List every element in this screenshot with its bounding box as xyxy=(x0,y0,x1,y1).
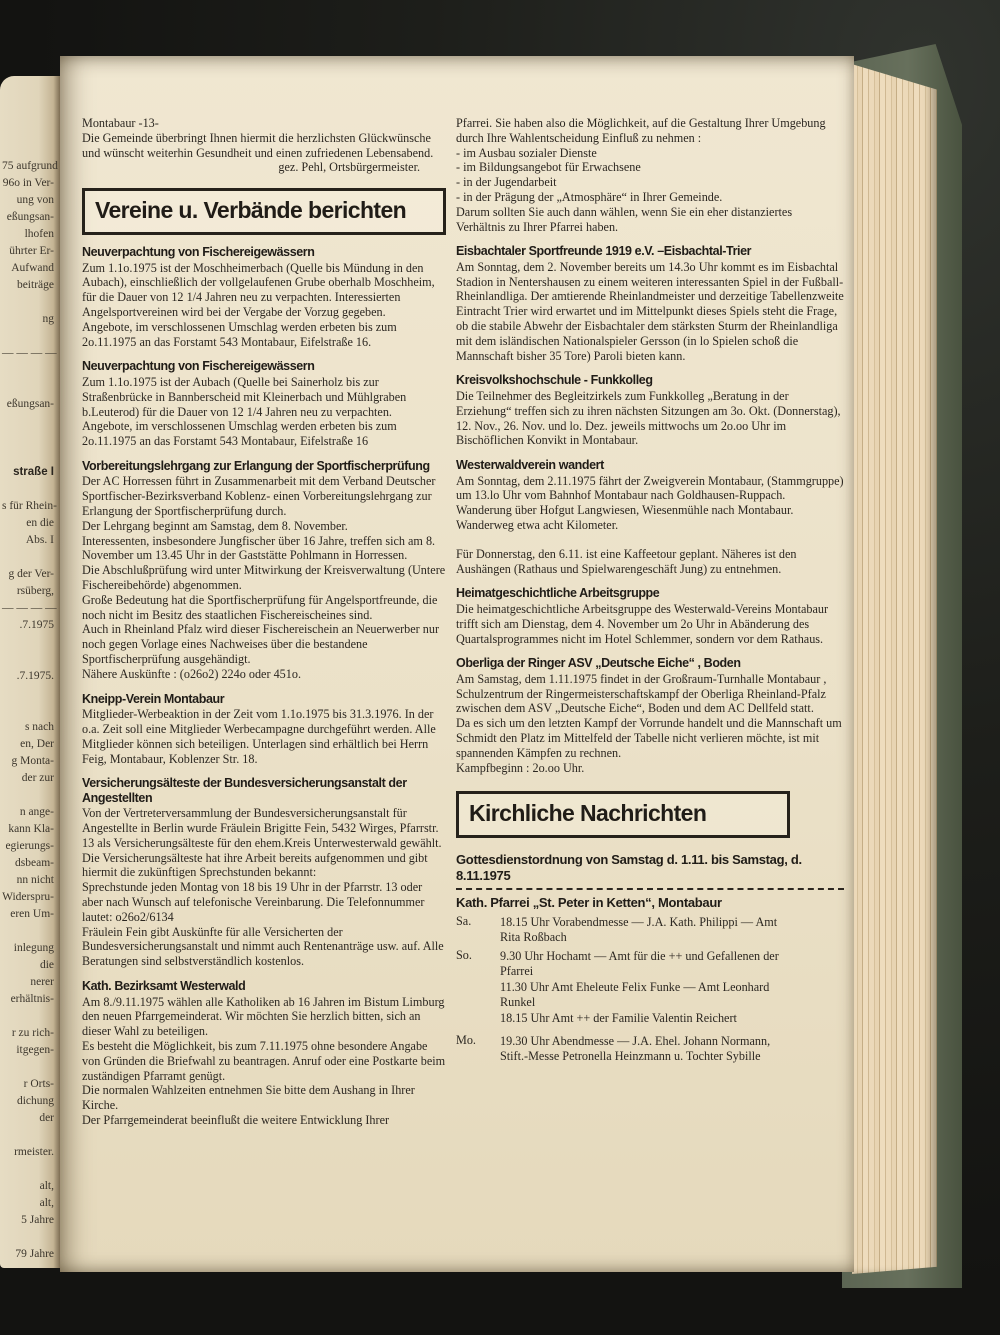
previous-page-text xyxy=(0,76,62,1263)
previous-page-text-fragment: s für Rhein- xyxy=(2,500,57,512)
section-heading: Heimatgeschichtliche Arbeitsgruppe xyxy=(456,586,660,601)
previous-page-text-fragment: ng xyxy=(42,313,54,325)
section-heading: Versicherungsälteste der Bundesversicherungsanstalt der Angestellten xyxy=(82,776,407,805)
left-column xyxy=(82,116,446,1128)
continued-article-line: - im Bildungsangebot für Erwachsene xyxy=(456,160,641,175)
previous-page-text-fragment xyxy=(2,685,54,702)
banner-kirchliche-label: Kirchliche Nachrichten xyxy=(469,800,707,827)
previous-page-text-fragment: der xyxy=(39,1112,54,1124)
section-paragraph: Die normalen Wahlzeiten entnehmen Sie bitte dem Aushang in Ihrer Kirche. xyxy=(82,1083,415,1113)
previous-page-text-fragment: 79 Jahre xyxy=(15,1248,54,1260)
section-paragraph: Fräulein Fein gibt Auskünfte für alle Versicherten der Bundesversicherungsanstalt und nimmt auch Rentenanträge usw. auf. Alle Beratungen sind selbstverständlich kostenlos. xyxy=(82,924,444,969)
previous-page-text-fragment: g Monta- xyxy=(11,755,54,767)
previous-page-text-fragment xyxy=(2,481,54,498)
parish-heading: Kath. Pfarrei „St. Peter in Ketten“, Montabaur xyxy=(456,895,722,911)
previous-page-text-fragment: kann Kla- xyxy=(8,823,54,835)
previous-page-text-fragment: nerer xyxy=(30,976,54,988)
page-edges xyxy=(852,58,937,1274)
continued-article-line: - in der Jugendarbeit xyxy=(456,175,557,190)
previous-page-text-fragment xyxy=(2,447,54,464)
schedule-entry: 19.30 Uhr Abendmesse — J.A. Ehel. Johann Normann, Stift.-Messe Petronella Heinzmann u. Tochter Sybille xyxy=(500,1034,771,1064)
previous-page-text-fragment: 96o in Ver- xyxy=(2,177,54,189)
section-paragraph: Nähere Auskünfte : (o26o2) 224o oder 451o. xyxy=(82,666,301,681)
section-heading: Oberliga der Ringer ASV „Deutsche Eiche“ , Boden xyxy=(456,656,741,671)
previous-page-text-fragment: alt, xyxy=(39,1197,54,1209)
previous-page-text-fragment xyxy=(2,294,54,311)
section-heading: Vorbereitungslehrgang zur Erlangung der Sportfischerprüfung xyxy=(82,458,430,473)
previous-page-text-fragment xyxy=(2,1229,54,1246)
continued-article-line: - in der Prägung der „Atmosphäre“ in Ihrer Gemeinde. xyxy=(456,189,723,204)
previous-page-text-fragment: dsbeam- xyxy=(15,857,54,869)
section-heading: Neuverpachtung von Fischereigewässern xyxy=(82,359,315,374)
newsletter-page xyxy=(60,56,854,1272)
section-heading: Westerwaldverein wandert xyxy=(456,458,604,473)
section-heading: Kreisvolkshochschule - Funkkolleg xyxy=(456,373,653,388)
previous-page-text-fragment: .7.1975 xyxy=(19,619,54,631)
previous-page-text-fragment xyxy=(2,379,54,396)
service-order-heading: Gottesdienstordnung von Samstag d. 1.11. bis Samstag, d. 8.11.1975 xyxy=(456,852,802,884)
section-heading: Kneipp-Verein Montabaur xyxy=(82,691,225,706)
continued-article-line: Pfarrei. Sie haben also die Möglichkeit, auf die Gestaltung Ihrer Umgebung durch Ihre Wahlentscheidung Einfluß zu nehmen : xyxy=(456,116,826,145)
section-heading: Kath. Bezirksamt Westerwald xyxy=(82,979,246,994)
previous-page-text-fragment xyxy=(2,413,54,430)
previous-page-text-fragment xyxy=(2,1059,54,1076)
previous-page-text-fragment xyxy=(2,651,54,668)
mass-schedule xyxy=(456,914,844,1064)
previous-page-text-fragment: lhofen xyxy=(24,228,54,240)
schedule-entries xyxy=(500,948,800,1026)
previous-page-text-fragment xyxy=(2,1127,54,1144)
schedule-entries xyxy=(500,1033,800,1064)
section-paragraph: Mitglieder-Werbeaktion in der Zeit vom 1.1o.1975 bis 31.3.1976. In der o.a. Zeit soll eine Mitglieder Werbecampagne durchgeführt werden. Alle Mitglieder können sich beteiligen. Unterlagen sind erhältlich bei Herrn Feig, Montabaur, Koblenzer Str. 18. xyxy=(82,707,436,766)
previous-page-text-fragment xyxy=(2,787,54,804)
intro-paragraph: Die Gemeinde überbringt Ihnen hiermit die herzlichsten Glückwünsche und wünscht weiterhin Gesundheit und einen zufriedenen Lebensabend. xyxy=(82,130,434,160)
previous-page-text-fragment: — — — — xyxy=(2,602,57,614)
previous-page-text-fragment: der zur xyxy=(21,772,54,784)
previous-page-text-fragment: 5 Jahre xyxy=(21,1214,54,1226)
section-paragraph: Interessenten, insbesondere Jungfischer über 16 Jahre, treffen sich am 8. November um 13.45 Uhr in der Gaststätte Pohlmann in Horressen. xyxy=(82,533,436,563)
previous-page-text-fragment xyxy=(2,362,54,379)
intro-location-line: Montabaur -13- xyxy=(82,116,159,130)
previous-page-text-fragment: dichung xyxy=(16,1095,54,1107)
section-paragraph: Wanderung über Hofgut Langwiesen, Wiesenmühle nach Montabaur. Wanderweg etwa acht Kilometer. xyxy=(456,503,794,533)
section-paragraph: Angebote, im verschlossenen Umschlag werden erbeten bis zum 2o.11.1975 an das Forstamt 543 Montabaur, Eifelstraße 16 xyxy=(82,419,397,449)
previous-page-text-fragment: die xyxy=(39,959,54,971)
previous-page-text-fragment: r Orts- xyxy=(23,1078,54,1090)
schedule-day: Mo. xyxy=(456,1033,476,1048)
section-paragraph: Sprechstunde jeden Montag von 18 bis 19 Uhr in der Pfarrstr. 13 oder aber nach Wunsch auf telefonische Vereinbarung. Die Telefonnummer lautet: o26o2/6134 xyxy=(82,880,425,924)
schedule-entry: 9.30 Uhr Hochamt — Amt für die ++ und Gefallenen der Pfarrei xyxy=(500,949,779,979)
section-paragraph: Der Lehrgang beginnt am Samstag, dem 8. November. xyxy=(82,518,348,533)
left-sections xyxy=(82,245,446,1128)
schedule-day: Sa. xyxy=(456,914,472,929)
schedule-entry: 11.30 Uhr Amt Eheleute Felix Funke — Amt Leonhard Runkel xyxy=(500,980,770,1010)
previous-page-text-fragment: ührter Er- xyxy=(9,245,54,257)
section-paragraph: Am Samstag, dem 1.11.1975 findet in der Großraum-Turnhalle Montabaur , Schulzentrum der Ringermeisterschaftskampf der Oberliga Rheinland-Pfalz zwischen dem ASV „Deutsche Eiche“, Boden und dem AC Dellfeld statt. xyxy=(456,671,827,716)
previous-page-text-fragment xyxy=(2,634,54,651)
previous-page-text-fragment xyxy=(2,702,54,719)
previous-page-text-fragment: erhältnis- xyxy=(10,993,54,1005)
previous-page-text-fragment: en die xyxy=(26,517,54,529)
previous-page-text-fragment xyxy=(2,1161,54,1178)
previous-page-text-fragment: Aufwand xyxy=(11,262,54,274)
section-heading: Neuverpachtung von Fischereigewässern xyxy=(82,245,315,260)
banner-vereine-verbaende xyxy=(82,188,446,235)
previous-page-text-fragment: beiträge xyxy=(16,279,54,291)
section-paragraph: Große Bedeutung hat die Sportfischerprüfung für Angelsportfreunde, die noch nicht im Besitz des staatlichen Fischereischeines sind. xyxy=(82,592,438,622)
banner-kirchliche-nachrichten xyxy=(456,791,790,838)
section-paragraph: Der AC Horressen führt in Zusammenarbeit mit dem Verband Deutscher Sportfischer-Bezirksverband Koblenz- einen Vorbereitungslehrgang zur Erlangung der Sportfischerprüfung durch. xyxy=(82,474,436,519)
previous-page-text-fragment: n ange- xyxy=(19,806,54,818)
previous-page-text-fragment: rsüberg, xyxy=(16,585,54,597)
previous-page-text-fragment xyxy=(2,328,54,345)
previous-page-text-fragment: s nach xyxy=(24,721,54,733)
previous-page-text-fragment: egierungs- xyxy=(5,840,54,852)
previous-page-edge xyxy=(0,76,62,1268)
signature-line: gez. Pehl, Ortsbürgermeister. xyxy=(278,160,420,175)
section-paragraph: Die Teilnehmer des Begleitzirkels zum Funkkolleg „Beratung in der Erziehung“ treffen sich zu ihren nächsten Sitzungen am 3o. Okt. (Donnerstag), 12. Nov., 26. Nov. und lo. Dez. jeweils mittwochs um 2o.oo Uhr im Bischöflichen Konvikt in Montabaur. xyxy=(456,388,841,448)
previous-page-text-fragment: en, Der xyxy=(20,738,54,750)
previous-page-text-fragment: r zu rich- xyxy=(11,1027,54,1039)
previous-page-text-fragment: nn nicht xyxy=(16,874,54,886)
previous-page-text-fragment: eren Um- xyxy=(10,908,54,920)
previous-page-text-fragment xyxy=(2,549,54,566)
previous-page-text-fragment: rmeister. xyxy=(14,1146,54,1158)
previous-page-text-fragment: .7.1975. xyxy=(16,670,54,682)
previous-page-text-fragment: straße I xyxy=(13,466,54,478)
section-paragraph: Kampfbeginn : 2o.oo Uhr. xyxy=(456,760,585,775)
schedule-day: So. xyxy=(456,948,472,963)
previous-page-text-fragment: — — — — xyxy=(2,347,57,359)
previous-page-text-fragment: inlegung xyxy=(13,942,54,954)
continued-article-line: - im Ausbau sozialer Dienste xyxy=(456,145,597,160)
section-paragraph: Da es sich um den letzten Kampf der Vorrunde handelt und die Mannschaft um Schmidt den Platz im Mittelfeld der Tabelle nicht verlieren möchte, ist mit spannenden Kämpfen zu rechnen. xyxy=(456,716,842,760)
dashed-divider xyxy=(456,888,844,890)
section-paragraph: Für Donnerstag, den 6.11. ist eine Kaffeetour geplant. Näheres ist den Aushängen (Rathaus und Spielwarengeschäft Jung) zu entnehmen. xyxy=(456,546,797,576)
right-sections xyxy=(456,244,844,775)
section-paragraph: Die Abschlußprüfung wird unter Mitwirkung der Kreisverwaltung (Untere Fischereibehörde) abgenommen. xyxy=(82,563,446,593)
schedule-row xyxy=(456,914,844,945)
section-paragraph: Am Sonntag, dem 2. November bereits um 14.3o Uhr kommt es im Eisbachtal Stadion in Nentershausen zu einem weiteren interessanten Spiel in der Fußball-Rheinlandliga. Der amtierende Rheinlandmeister und derzeitige Tabellenzweite Eintracht Trier wird erwartet und im Mittelpunkt dieses Spiels steht die Frage, ob die stabile Abwehr der Eisbachtaler dem stärksten Sturm der Rheinlandliga mit dem isländischen Nationalspieler Gersson (in lo Spielen schoß die Mannschaft bisher 35 Tore) Paroli bieten kann. xyxy=(456,259,844,363)
previous-page-text-fragment: eßungsan- xyxy=(6,211,54,223)
right-column xyxy=(456,116,844,1064)
previous-page-text-fragment xyxy=(2,430,54,447)
section-paragraph: Die heimatgeschichtliche Arbeitsgruppe des Westerwald-Vereins Montabaur trifft sich am Dienstag, dem 4. November um 2o Uhr in Abänderung des Quartalsprogrammes nicht im Hotel Schlemmer, sondern vor dem Rathaus. xyxy=(456,601,829,646)
schedule-entries xyxy=(500,914,800,945)
section-heading: Eisbachtaler Sportfreunde 1919 e.V. –Eisbachtal-Trier xyxy=(456,244,752,259)
section-paragraph: Es besteht die Möglichkeit, bis zum 7.11.1975 ohne besondere Angabe von Gründen die Briefwahl zu beantragen. Anruf oder eine Postkarte beim zuständigen Pfarramt genügt. xyxy=(82,1038,446,1083)
schedule-entry: 18.15 Uhr Vorabendmesse — J.A. Kath. Philippi — Amt Rita Roßbach xyxy=(500,915,778,945)
previous-page-text-fragment xyxy=(2,1008,54,1025)
continued-article-line: Darum sollten Sie auch dann wählen, wenn Sie ein eher distanziertes Verhältnis zu Ihrer Pfarrei haben. xyxy=(456,204,793,234)
section-paragraph: Zum 1.1o.1975 ist der Moschheimerbach (Quelle bis Mündung in den Aubach), einschließlich der vollgelaufenen Grube oberhalb Moschheim, für die Dauer von 12 1/4 Jahren neu zu verpachten. Interessierten Angelsportvereinen wird bei der Vergabe der Vorzug gegeben. xyxy=(82,260,435,320)
section-paragraph: Von der Vertreterversammlung der Bundesversicherungsanstalt für Angestellte in Berlin wurde Fräulein Brigitte Fein, 5432 Wirges, Pfarrstr. 13 als Versicherungsälteste für den ehem.Kreis Unterwesterwald gewählt. Die Versicherungsälteste hat ihre Arbeit bereits aufgenommen und gibt hiermit die zukünftigen Sprechstunden bekannt: xyxy=(82,806,442,880)
schedule-entry: 18.15 Uhr Amt ++ der Familie Valentin Reichert xyxy=(500,1011,737,1026)
previous-page-text-fragment: ung von xyxy=(16,194,54,206)
previous-page-text-fragment: eßungsan- xyxy=(6,398,54,410)
section-paragraph: Der Pfarrgemeinderat beeinflußt die weitere Entwicklung Ihrer xyxy=(82,1112,390,1127)
previous-page-text-fragment: alt, xyxy=(39,1180,54,1192)
previous-page-text-fragment: g der Ver- xyxy=(8,568,54,580)
previous-page-text-fragment: Widerspru- xyxy=(2,891,54,903)
previous-page-text-fragment: Abs. I xyxy=(25,534,54,546)
previous-page-text-fragment: itgegen- xyxy=(16,1044,54,1056)
schedule-row xyxy=(456,948,844,1026)
section-paragraph: Zum 1.1o.1975 ist der Aubach (Quelle bei Sainerholz bis zur Straßenbrücke in Bannberscheid mit Kleinerbach und Mühlgraben b.Leuterod) für die Dauer von 12 1/4 Jahren neu zu verpachten. xyxy=(82,374,407,419)
previous-page-text-fragment: 75 aufgrund xyxy=(2,160,58,172)
schedule-row xyxy=(456,1033,844,1064)
section-paragraph: Angebote, im verschlossenen Umschlag werden erbeten bis zum 2o.11.1975 an das Forstamt 543 Montabaur, Eifelstraße 16. xyxy=(82,319,397,349)
continued-article xyxy=(456,116,844,234)
previous-page-text-fragment xyxy=(2,923,54,940)
section-paragraph: Auch in Rheinland Pfalz wird dieser Fischereischein an Neuerwerber nur noch gegen Vorlage eines Nachweises über die bestandene Sportfischerprüfung ausgehändigt. xyxy=(82,622,440,667)
section-paragraph: Am Sonntag, dem 2.11.1975 fährt der Zweigverein Montabaur, (Stammgruppe) um 13.lo Uhr vom Bahnhof Montabaur nach Goldhausen-Ruppach. xyxy=(456,473,844,503)
banner-vereine-label: Vereine u. Verbände berichten xyxy=(95,197,407,224)
section-paragraph: Am 8./9.11.1975 wählen alle Katholiken ab 16 Jahren im Bistum Limburg den neuen Pfarrgemeinderat. Wir möchten Sie herzlich bitten, sich an dieser Wahl zu beteiligen. xyxy=(82,994,445,1039)
